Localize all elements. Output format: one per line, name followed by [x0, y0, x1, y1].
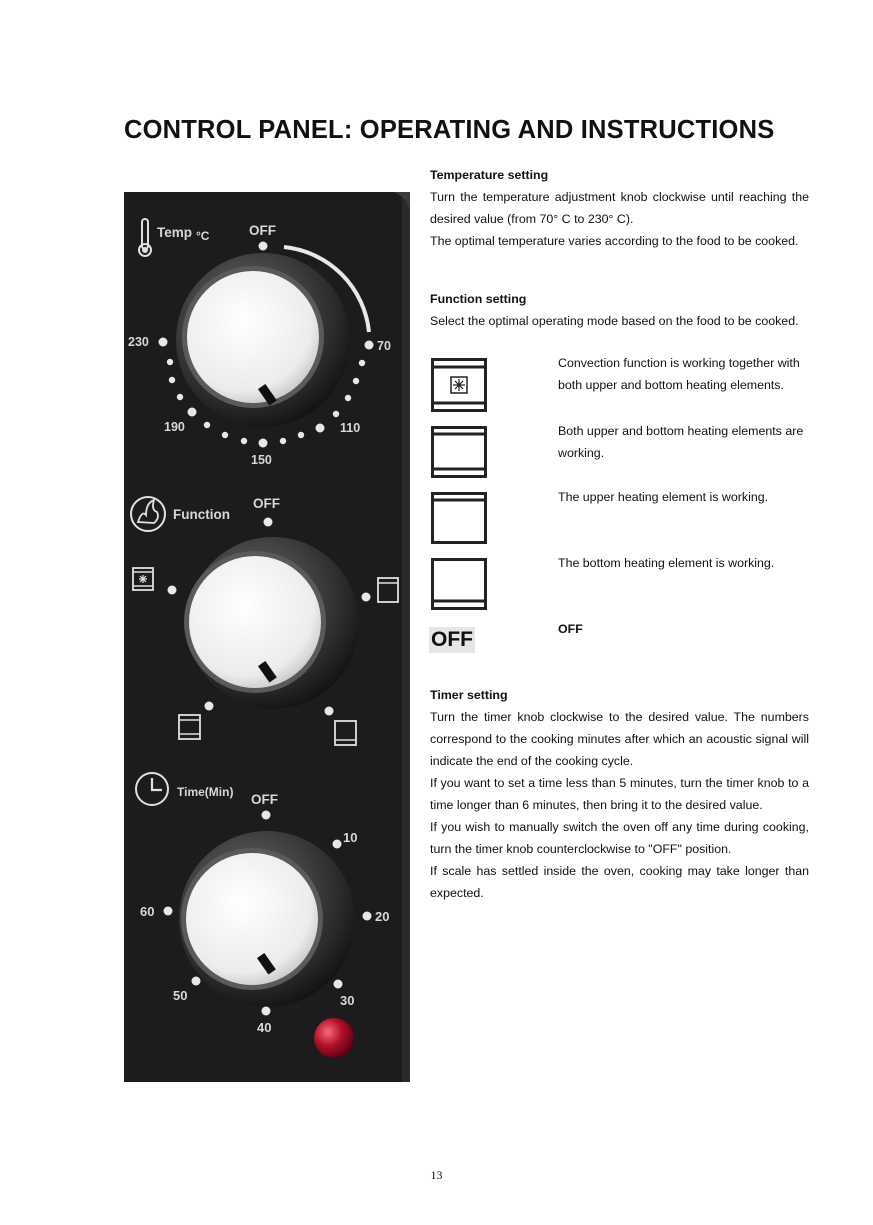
timer-scale-60: 60 — [140, 904, 155, 919]
timer-scale-40: 40 — [257, 1020, 272, 1035]
page-number: 13 — [430, 1168, 443, 1182]
temperature-text-2: The optimal temperature varies according to the food to be cooked. — [430, 234, 799, 248]
timer-text-3: If you wish to manually switch the oven off any time during cooking, turn the timer knob counterclockwise to "OFF" position. — [430, 820, 809, 856]
function-off-dot — [264, 518, 273, 527]
temp-scale-110: 110 — [340, 421, 361, 435]
temp-scale-150: 150 — [251, 453, 272, 467]
function-heading: Function setting — [430, 292, 527, 306]
timer-scale-10: 10 — [343, 830, 358, 845]
mode-desc-convection: Convection function is working together with both upper and bottom heating elements. — [558, 356, 800, 392]
upper-heat-icon — [431, 492, 487, 544]
timer-off-dot — [262, 811, 271, 820]
bottom-heat-icon — [431, 558, 487, 610]
timer-heading: Timer setting — [430, 688, 508, 702]
temp-label: Temp — [157, 225, 193, 240]
function-label: Function — [173, 507, 230, 522]
function-dot-upper-bottom — [205, 702, 214, 711]
function-dot-bottom — [325, 707, 334, 716]
mode-desc-bottom: The bottom heating element is working. — [558, 556, 775, 570]
timer-knob[interactable] — [186, 853, 318, 985]
timer-text-1: Turn the timer knob clockwise to the desired value. The numbers correspond to the cooking minutes after which an acoustic signal will indicate the end of the cooking cycle. — [430, 710, 809, 768]
function-dot-convection — [168, 586, 177, 595]
convection-fan-icon — [431, 358, 487, 412]
upper-bottom-heat-icon — [431, 426, 487, 478]
timer-text-2: If you want to set a time less than 5 minutes, turn the timer knob to a time longer than 6 minutes, then bring it to the desired value. — [430, 776, 809, 812]
timer-off-label: OFF — [251, 792, 278, 807]
timer-text-4: If scale has settled inside the oven, cooking may take longer than expected. — [430, 864, 809, 900]
temperature-knob[interactable] — [187, 271, 319, 403]
mode-desc-upper: The upper heating element is working. — [558, 490, 769, 504]
temp-scale-230: 230 — [128, 335, 149, 349]
temperature-text-1: Turn the temperature adjustment knob clockwise until reaching the desired value (from 70° C to 230° C). — [430, 190, 809, 226]
timer-scale-50: 50 — [173, 988, 188, 1003]
mode-desc-off: OFF — [558, 622, 583, 636]
function-intro: Select the optimal operating mode based on the food to be cooked. — [430, 314, 799, 328]
temp-off-dot — [259, 242, 268, 251]
function-off-label: OFF — [253, 496, 280, 511]
timer-label: Time(Min) — [177, 785, 234, 799]
page-title: CONTROL PANEL: OPERATING AND INSTRUCTIONS — [124, 116, 775, 144]
control-panel-image — [124, 192, 410, 1082]
temp-scale-190: 190 — [164, 420, 185, 434]
temp-unit: °C — [196, 229, 210, 243]
temperature-heading: Temperature setting — [430, 168, 549, 182]
indicator-light — [314, 1018, 354, 1058]
function-knob[interactable] — [189, 556, 321, 688]
mode-desc-upper-bottom: Both upper and bottom heating elements are working. — [558, 424, 804, 460]
timer-scale-20: 20 — [375, 909, 390, 924]
temp-off-label: OFF — [249, 223, 276, 238]
timer-scale-30: 30 — [340, 993, 355, 1008]
off-badge: OFF — [431, 628, 473, 651]
function-dot-upper — [362, 593, 371, 602]
temp-scale-70: 70 — [377, 339, 391, 353]
